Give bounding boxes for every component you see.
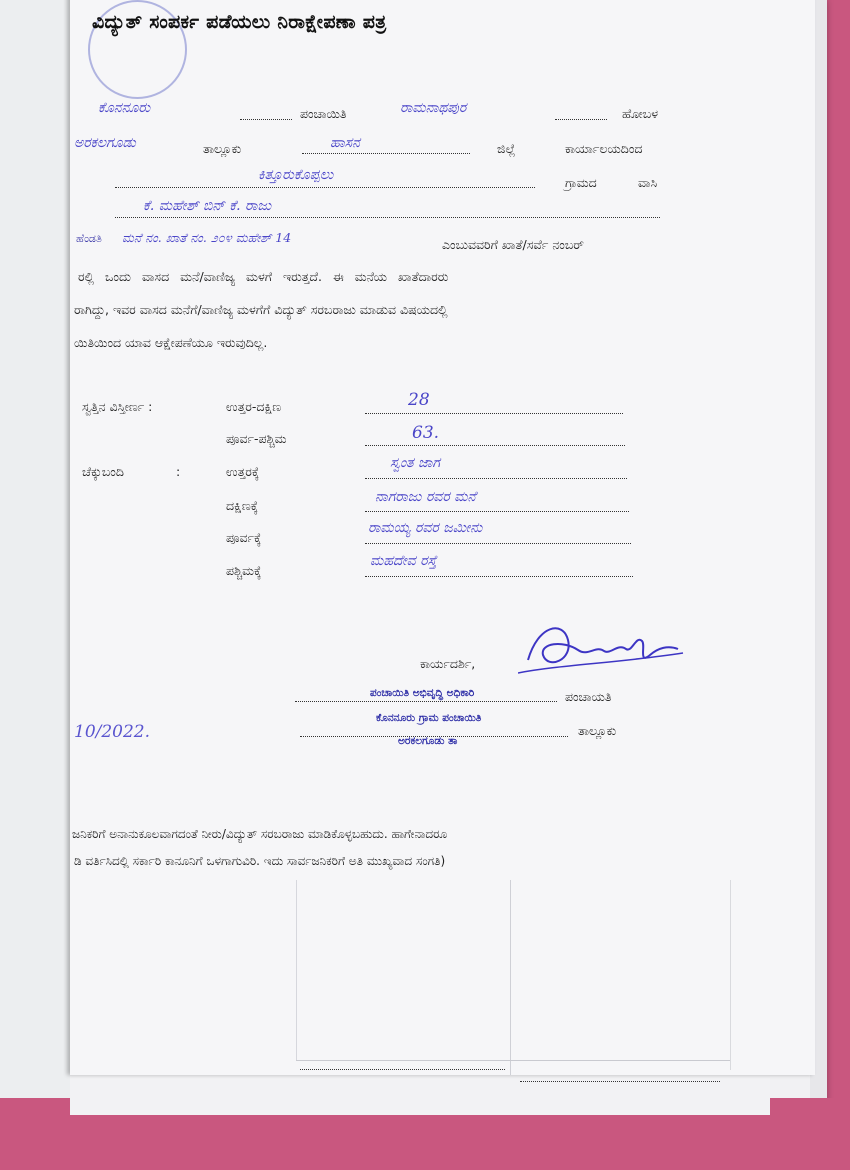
label-south-boundary: ದಕ್ಷಿಣಕ್ಕೆ: [226, 498, 259, 513]
stamp-taluk-name: ಅರಕಲಗೂಡು ತಾ: [398, 735, 458, 747]
handwritten-hobali-name: ರಾಮನಾಥಪುರ: [400, 100, 467, 116]
dotted-line: [520, 1080, 720, 1082]
label-north-south: ಉತ್ತರ-ದಕ್ಷಿಣ: [226, 399, 282, 414]
stamp-designation: ಪಂಚಾಯಿತಿ ಅಭಿವೃದ್ಧಿ ಅಧಿಕಾರಿ: [370, 687, 475, 699]
label-signature-panchayat: ಪಂಚಾಯತಿ: [565, 689, 612, 704]
handwritten-prefix: ಹೆಂಡತಿ: [76, 232, 102, 245]
faint-divider: [296, 880, 297, 1060]
dotted-line: [365, 477, 627, 479]
dotted-line: [295, 700, 557, 702]
dotted-line: [240, 118, 292, 120]
handwritten-taluk-name: ಅರಕಲಗೂಡು: [74, 135, 136, 151]
paragraph-line: ಯಿತಿಯಿಂದ ಯಾವ ಆಕ್ಷೇಪಣೆಯೂ ಇರುವುದಿಲ್ಲ.: [74, 335, 268, 350]
handwritten-date: 10/2022.: [74, 722, 151, 742]
dotted-line: [365, 510, 629, 512]
value-north-south: 28: [408, 390, 430, 410]
handwritten-district-name: ಹಾಸನ: [330, 135, 360, 151]
label-boundaries-colon: :: [176, 464, 181, 479]
paragraph-line: ಎಂಬುವವರಿಗೆ ಖಾತೆ/ಸರ್ವೆ ನಂಬರ್: [442, 237, 584, 252]
paragraph-line: ರಾಗಿದ್ದು, ಇವರ ವಾಸದ ಮನೆಗೆ/ವಾಣಿಜ್ಯ ಮಳಗೆಗೆ ವಿದ್ಯುತ್ ಸರಬರಾಜು ಮಾಡುವ ವಿಷಯದಲ್ಲಿ: [74, 302, 448, 317]
dotted-line: [365, 542, 631, 544]
handwritten-khata-details: ಮನೆ ನಂ. ಖಾತೆ ನಂ. ೨೦೪ ಮಹೇಶ್ 14: [122, 230, 292, 245]
value-north-boundary: ಸ್ವಂತ ಜಾಗ: [390, 455, 440, 471]
handwritten-resident-name: ಕೆ. ಮಹೇಶ್ ಬಿನ್ ಕೆ. ರಾಜು: [143, 198, 272, 214]
dotted-line: [115, 216, 660, 218]
document-page: [70, 0, 815, 1075]
stamp-panchayat-name: ಕೊನನೂರು ಗ್ರಾಮ ಪಂಚಾಯಿತಿ: [376, 712, 482, 724]
label-east-west: ಪೂರ್ವ-ಪಶ್ಚಿಮ: [226, 431, 287, 446]
footer-note-line: ಡಿ ವರ್ತಿಸಿದಲ್ಲಿ ಸರ್ಕಾರಿ ಕಾನೂನಿಗೆ ಒಳಗಾಗುವಿರಿ. ಇದು ಸಾರ್ವಜನಿಕರಿಗೆ ಅತಿ ಮುಖ್ಯವಾದ ಸಂಗತಿ): [74, 854, 446, 868]
label-property-area: ಸ್ವತ್ತಿನ ವಿಸ್ತೀರ್ಣ :: [82, 399, 153, 414]
label-east-boundary: ಪೂರ್ವಕ್ಕೆ: [226, 530, 262, 545]
label-district: ಜಿಲ್ಲೆ: [497, 141, 516, 156]
label-village: ಗ್ರಾಮದ: [565, 175, 597, 190]
handwritten-panchayat-name: ಕೊನನೂರು: [98, 100, 151, 116]
label-resident: ವಾಸಿ: [638, 175, 658, 190]
dotted-line: [365, 412, 623, 414]
document-title: ವಿದ್ಯುತ್ ಸಂಪರ್ಕ ಪಡೆಯಲು ನಿರಾಕ್ಷೇಪಣಾ ಪತ್ರ: [92, 11, 387, 33]
label-north-boundary: ಉತ್ತರಕ್ಕೆ: [226, 464, 260, 479]
paragraph-line: ರಲ್ಲಿ ಒಂದು ವಾಸದ ಮನೆ/ವಾಣಿಜ್ಯ ಮಳಗೆ ಇರುತ್ತದೆ. ಈ ಮನೆಯ ಖಾತೆದಾರರು: [78, 269, 449, 284]
dotted-line: [365, 444, 625, 446]
label-signature-taluk: ತಾಲ್ಲೂಕು: [578, 723, 617, 738]
label-west-boundary: ಪಶ್ಚಿಮಕ್ಕೆ: [226, 563, 262, 578]
faint-divider: [510, 880, 511, 1075]
label-taluk: ತಾಲ್ಲೂಕು: [203, 141, 242, 156]
value-east-west: 63.: [412, 423, 440, 443]
dotted-line: [300, 1068, 505, 1070]
label-panchayat: ಪಂಚಾಯಿತಿ: [300, 106, 347, 121]
label-boundaries: ಚೆಕ್ಕುಬಂದಿ: [82, 464, 124, 479]
value-west-boundary: ಮಹದೇವ ರಸ್ತೆ: [370, 553, 437, 569]
handwritten-village-name: ಕಿತ್ತೂರುಕೊಪ್ಪಲು: [258, 167, 334, 183]
dotted-line: [365, 575, 633, 577]
footer-note-line: ಜನಿಕರಿಗೆ ಅನಾನುಕೂಲವಾಗದಂತೆ ನೀರು/ವಿದ್ಯುತ್ ಸರಬರಾಜು ಮಾಡಿಕೊಳ್ಳಬಹುದು. ಹಾಗೇನಾದರೂ: [72, 827, 448, 841]
label-hobali: ಹೋಬಳ: [622, 106, 658, 121]
dotted-line: [115, 186, 535, 188]
label-secretary: ಕಾರ್ಯದರ್ಶಿ,: [420, 656, 476, 671]
faint-divider: [730, 880, 731, 1070]
left-paper-strip: [0, 0, 75, 1169]
signature-icon: [518, 615, 688, 685]
dotted-line: [555, 118, 607, 120]
label-office: ಕಾರ್ಯಾಲಯದಿಂದ: [565, 141, 643, 156]
value-east-boundary: ರಾಮಯ್ಯ ರವರ ಜಮೀನು: [368, 520, 483, 536]
faint-divider: [296, 1060, 730, 1061]
dotted-line: [302, 152, 470, 154]
value-south-boundary: ನಾಗರಾಜು ರವರ ಮನೆ: [375, 489, 476, 505]
